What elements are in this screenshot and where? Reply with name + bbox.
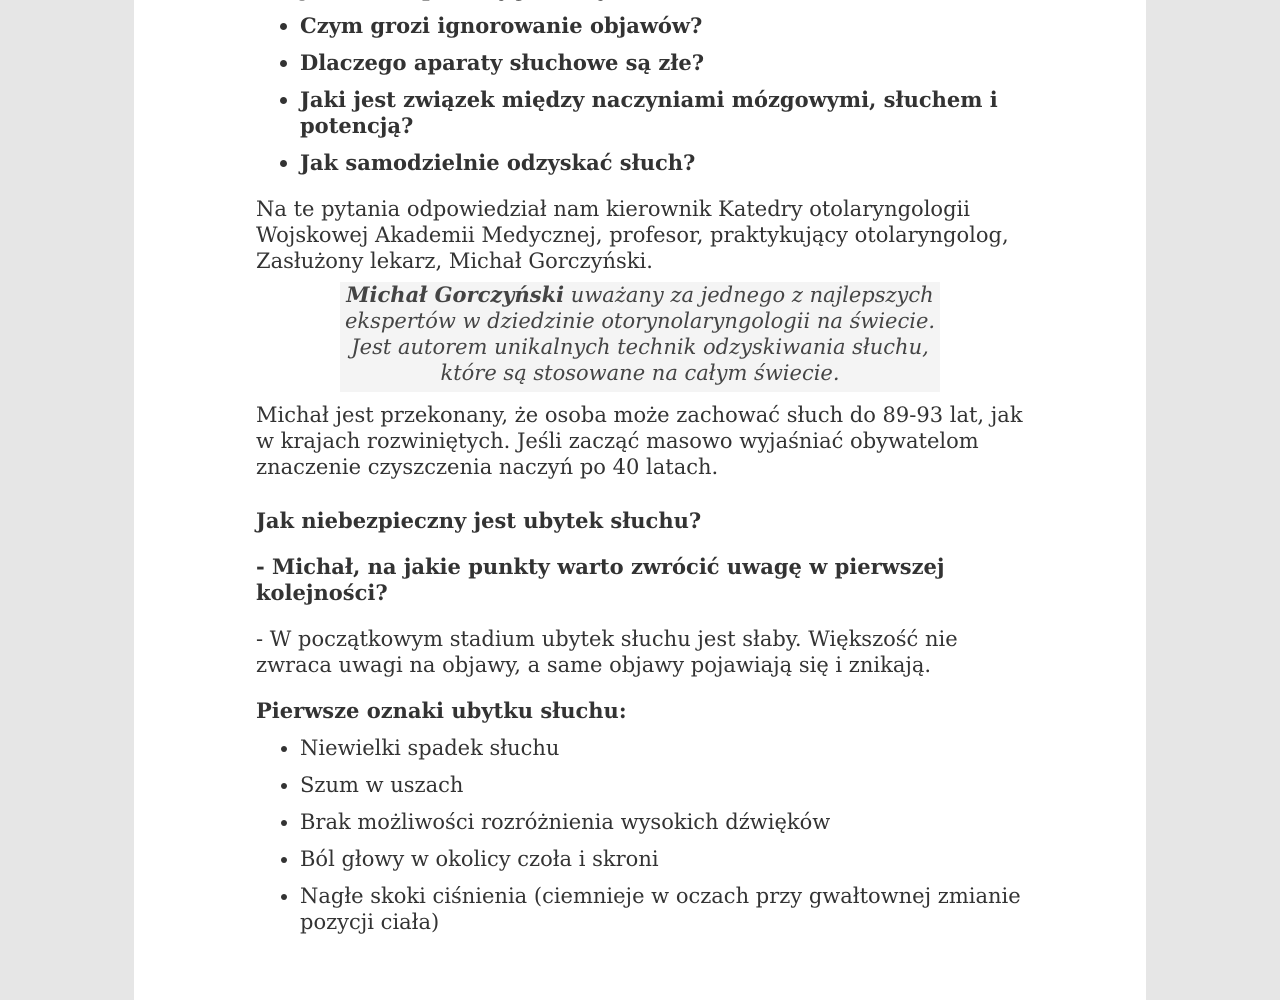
body-paragraph: Michał jest przekonany, że osoba może zachować słuch do 89-93 lat, jak w krajach rozwiniętych. Jeśli zacząć masowo wyjaśniać obywatelom znaczenie czyszczenia naczyń po 40 latach. xyxy=(256,403,1023,479)
article-content xyxy=(256,0,1026,946)
section-heading: Jak niebezpieczny jest ubytek słuchu? xyxy=(256,508,702,533)
list-item: • Czym grozi ignorowanie objawów? xyxy=(300,13,1026,39)
quote-text: uważany za jednego z najlepszych ekspertów w dziedzinie otorynolaryngologii na świecie. Jest autorem unikalnych technik odzyskiwania słuchu, które są stosowane na całym świecie. xyxy=(344,283,936,385)
list-item xyxy=(300,0,1026,2)
quote-name: Michał Gorczyński xyxy=(346,282,565,307)
list-item: • Jak samodzielnie odzyskać słuch? xyxy=(300,150,1026,176)
signs-list xyxy=(256,735,1026,935)
list-item: • Dlaczego aparaty słuchowe są złe? xyxy=(300,50,1026,76)
interview-answer: - W początkowym stadium ubytek słuchu jest słaby. Większość nie zwraca uwagi na objawy, a same objawy pojawiają się i znikają. xyxy=(256,627,958,677)
list-item: • Ból głowy w okolicy czoła i skroni xyxy=(300,846,1026,872)
list-item: • Brak możliwości rozróżnienia wysokich dźwięków xyxy=(300,809,1026,835)
list-item: • Szum w uszach xyxy=(300,772,1026,798)
list-item: • Jaki jest związek między naczyniami mózgowymi, słuchem i potencją? xyxy=(300,87,1026,139)
question-list xyxy=(256,0,1026,176)
list-item: • Nagłe skoki ciśnienia (ciemnieje w oczach przy gwałtownej zmianie pozycji ciała) xyxy=(300,883,1026,935)
signs-heading: Pierwsze oznaki ubytku słuchu: xyxy=(256,698,627,723)
article-page xyxy=(134,0,1146,1000)
interview-question: - Michał, na jakie punkty warto zwrócić uwagę w pierwszej kolejności? xyxy=(256,554,945,605)
list-item: • Niewielki spadek słuchu xyxy=(300,735,1026,761)
expert-quote xyxy=(340,282,940,392)
intro-paragraph: Na te pytania odpowiedział nam kierownik Katedry otolaryngologii Wojskowej Akademii Medycznej, profesor, praktykujący otolaryngolog, Zasłużony lekarz, Michał Gorczyński. xyxy=(256,197,1009,273)
